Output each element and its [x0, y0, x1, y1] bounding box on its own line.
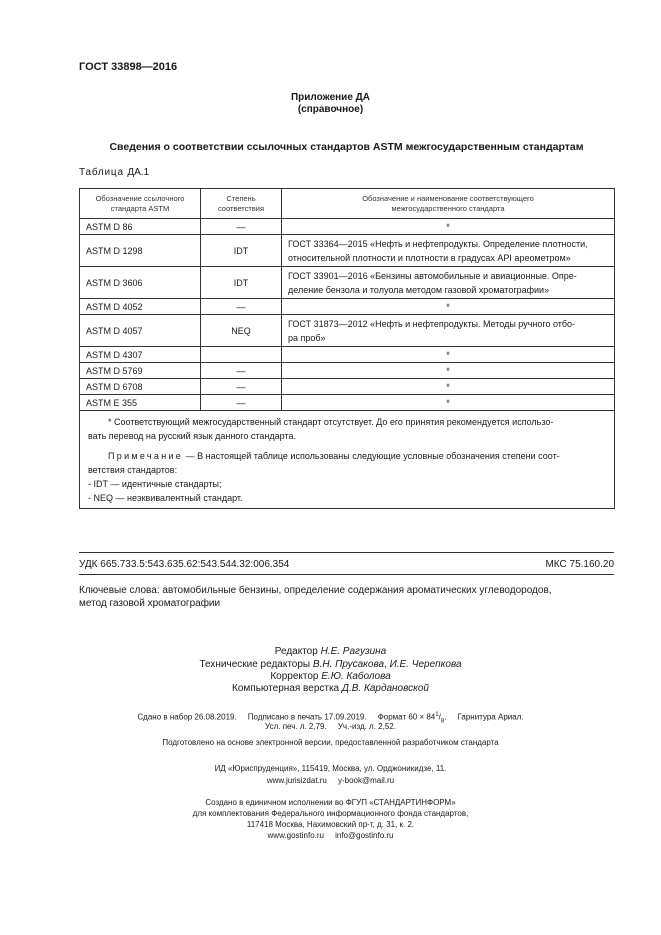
cell-code: ASTM D 6708	[80, 379, 201, 395]
correspondence-table	[79, 188, 615, 509]
divider-top	[79, 552, 614, 553]
table-row	[80, 395, 615, 411]
mks-code: МКС 75.160.20	[545, 559, 614, 570]
note-item-neq: - NEQ — неэквивалентный стандарт.	[88, 493, 243, 503]
publisher-contacts: www.jurisizdat.ru y-book@mail.ru	[266, 776, 395, 785]
cell-degree: NEQ	[201, 315, 282, 347]
cell-standard: ГОСТ 31873—2012 «Нефть и нефтепродукты. Методы ручного отбо- ра проб»	[282, 315, 615, 347]
credit-tech-editors: Технические редакторы В.Н. Прусакова, И.Е. Черепкова	[199, 659, 462, 670]
header-interstate-standard: Обозначение и наименование соответствующего межгосударственного стандарта	[282, 189, 615, 219]
section-title: Сведения о соответствии ссылочных стандартов ASTM межгосударственным стандартам	[109, 141, 584, 153]
publisher-address: ИД «Юриспруденция», 115419, Москва, ул. Орджоникидзе, 11.	[214, 764, 447, 773]
cell-code: ASTM D 4307	[80, 347, 201, 363]
cell-standard: ГОСТ 33364—2015 «Нефть и нефтепродукты. Определение плотности, относительной плотности и плотности в градусах API ареометром»	[282, 235, 615, 267]
table-caption-number: ДА.1	[127, 167, 150, 178]
table-header-row	[80, 189, 615, 219]
cell-standard: *	[282, 347, 615, 363]
cell-standard: ГОСТ 33901—2016 «Бензины автомобильные и авиационные. Опре- деление бензола и толуола методом газовой хроматографии»	[282, 267, 615, 299]
document-code: ГОСТ 33898—2016	[79, 61, 178, 73]
producer-address: 117418 Москва, Нахимовский пр-т, д. 31, к. 2.	[246, 820, 415, 829]
credit-layout: Компьютерная верстка Д.В. Кардановской	[232, 683, 429, 694]
note-label: Примечание	[108, 451, 184, 461]
credit-corrector: Корректор Е.Ю. Каболова	[270, 671, 391, 682]
cell-degree: —	[201, 395, 282, 411]
cell-standard: *	[282, 299, 615, 315]
table-row	[80, 299, 615, 315]
cell-code: ASTM D 86	[80, 219, 201, 235]
table-row	[80, 315, 615, 347]
note-item-idt: - IDT — идентичные стандарты;	[88, 479, 222, 489]
table-row	[80, 267, 615, 299]
cell-degree: —	[201, 299, 282, 315]
producer-line-2: для комплектования Федерального информационного фонда стандартов,	[192, 809, 469, 818]
cell-code: ASTM D 1298	[80, 235, 201, 267]
imprint-line-3: Подготовлено на основе электронной версии, предоставленной разработчиком стандарта	[162, 738, 499, 747]
cell-degree: IDT	[201, 235, 282, 267]
cell-standard: *	[282, 379, 615, 395]
cell-degree: —	[201, 219, 282, 235]
table-footer-row	[80, 411, 615, 509]
imprint-line-1: Сдано в набор 26.08.2019. Подписано в печать 17.09.2019. Формат $60 \times 84^1/_8$. Гарнитура Ариал.	[137, 712, 524, 725]
appendix-subtitle: (справочное)	[297, 104, 364, 115]
cell-degree: —	[201, 379, 282, 395]
cell-degree	[201, 347, 282, 363]
table-row	[80, 235, 615, 267]
cell-code: ASTM D 5769	[80, 363, 201, 379]
keywords: Ключевые слова: автомобильные бензины, определение содержания ароматических углеводородов, метод газовой хроматографии	[79, 585, 552, 609]
cell-standard: *	[282, 363, 615, 379]
imprint-line-2: Усл. печ. л. 2,79. Уч.-изд. л. 2,52.	[265, 722, 396, 731]
footnote: * Соответствующий межгосударственный стандарт отсутствует. До его принятия рекомендуется использо- вать перевод на русский язык данного стандарта.	[88, 417, 554, 441]
producer-line-1: Создано в единичном исполнении во ФГУП «СТАНДАРТИНФОРМ»	[205, 798, 456, 807]
divider-bottom	[79, 574, 614, 575]
cell-code: ASTM D 4052	[80, 299, 201, 315]
table-row	[80, 363, 615, 379]
udk-code: УДК 665.733.5:543.635.62:543.544.32:006.354	[79, 559, 290, 570]
cell-degree: IDT	[201, 267, 282, 299]
table-note: Примечание — В настоящей таблице использованы следующие условные обозначения степени соот- ветствия стандартов:	[88, 451, 560, 475]
table-footer	[80, 411, 615, 509]
table-caption	[79, 167, 149, 178]
table-row	[80, 219, 615, 235]
cell-standard: *	[282, 395, 615, 411]
header-astm-code: Обозначение ссылочного стандарта ASTM	[80, 189, 201, 219]
table-row	[80, 379, 615, 395]
table-row	[80, 347, 615, 363]
header-degree: Степень соответствия	[201, 189, 282, 219]
cell-degree: —	[201, 363, 282, 379]
appendix-title: Приложение ДА	[290, 92, 371, 103]
cell-code: ASTM E 355	[80, 395, 201, 411]
producer-contacts: www.gostinfo.ru info@gostinfo.ru	[267, 831, 394, 840]
table-caption-word: Таблица	[79, 167, 124, 178]
cell-standard: *	[282, 219, 615, 235]
cell-code: ASTM D 4057	[80, 315, 201, 347]
cell-code: ASTM D 3606	[80, 267, 201, 299]
credit-editor: Редактор Н.Е. Рагузина	[274, 646, 387, 657]
